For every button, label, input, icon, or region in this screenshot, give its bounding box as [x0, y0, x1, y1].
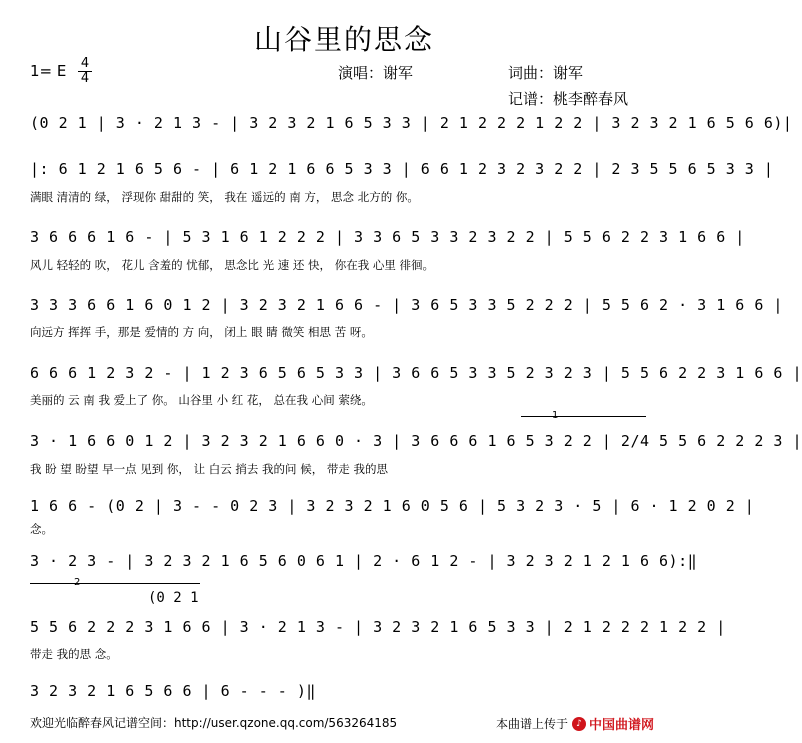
score-notes-line: 3 3 3 6 6 1 6 0 1 2 | 3 2 3 2 1 6 6 - | 3 6 5 3 3 5 2 2 2 | 5 5 6 2 · 3 1 6 6 | [30, 296, 783, 314]
key-signature: 1= E [30, 62, 67, 80]
score-notes-line: 3 · 1 6 6 0 1 2 | 3 2 3 2 1 6 6 0 · 3 | 3 6 6 6 1 6 5 3 2 2 | 2/4 5 5 6 2 2 2 3 | [30, 432, 802, 450]
score-notes-line: 3 2 3 2 1 6 5 6 6 | 6 - - - )‖ [30, 682, 316, 700]
volta-2-bracket [30, 583, 200, 584]
score-notes-line: |: 6 1 2 1 6 5 6 - | 6 1 2 1 6 6 5 3 3 | 6 6 1 2 3 2 3 2 2 | 2 3 5 5 6 5 3 3 | [30, 160, 774, 178]
time-signature-top: 4 [78, 58, 92, 72]
score-notes-line: (0 2 1 | 3 · 2 1 3 - | 3 2 3 2 1 6 5 3 3 | 2 1 2 2 2 1 2 2 | 3 2 3 2 1 6 5 6 6)| [30, 114, 793, 132]
volta-1-number: 1 [552, 410, 559, 421]
transcriber-credit: 记谱：桃李醉春风 [508, 90, 629, 108]
score-notes-line: 3 6 6 6 1 6 - | 5 3 1 6 1 2 2 2 | 3 3 6 5 3 3 2 3 2 2 | 5 5 6 2 2 3 1 6 6 | [30, 228, 745, 246]
volta-2-number: 2 [74, 577, 81, 588]
score-lyrics-line: 念。 [30, 522, 53, 536]
site-logo-text: 中国曲谱网 [589, 718, 655, 733]
score-notes-line: 3 · 2 3 - | 3 2 3 2 1 6 5 6 0 6 1 | 2 · 6 1 2 - | 3 2 3 2 1 2 1 6 6):‖ [30, 552, 698, 570]
score-lyrics-line: 带走 我的思 念。 [30, 647, 118, 661]
score-lyrics-line: 我 盼 望 盼望 早一点 见到 你， 让 白云 捎去 我的问 候， 带走 我的思 [30, 462, 389, 476]
time-signature [78, 58, 92, 85]
volta-1-bracket [521, 416, 646, 417]
footer-upload-note [496, 714, 654, 733]
song-title: 山谷里的思念 [253, 23, 434, 56]
music-note-icon: ♪ [572, 717, 586, 731]
score-notes-line: 1 6 6 - (0 2 | 3 - - 0 2 3 | 3 2 3 2 1 6 0 5 6 | 5 3 2 3 · 5 | 6 · 1 2 0 2 | [30, 497, 755, 515]
pickup-notes: (0 2 1 [148, 590, 199, 606]
site-logo[interactable] [572, 714, 654, 733]
score-lyrics-line: 向远方 挥挥 手，那是 爱情的 方 向， 闭上 眼 睛 微笑 相思 苦 呀。 [30, 325, 373, 339]
singer-credit: 演唱：谢军 [338, 64, 414, 82]
score-lyrics-line: 满眼 清清的 绿， 浮现你 甜甜的 笑， 我在 遥远的 南 方， 思念 北方的 你。 [30, 190, 419, 204]
score-lyrics-line: 美丽的 云 南 我 爱上了 你。 山谷里 小 红 花， 总在我 心间 萦绕。 [30, 393, 373, 407]
time-signature-bottom: 4 [80, 71, 90, 86]
score-lyrics-line: 风儿 轻轻的 吹， 花儿 含羞的 忧郁， 思念比 光 速 还 快， 你在我 心里 徘徊。 [30, 258, 435, 272]
footer-upload-text: 本曲谱上传于 [496, 717, 569, 731]
score-notes-line: 5 5 6 2 2 2 3 1 6 6 | 3 · 2 1 3 - | 3 2 3 2 1 6 5 3 3 | 2 1 2 2 2 1 2 2 | [30, 618, 726, 636]
composer-credit: 词曲：谢军 [508, 64, 584, 82]
footer-website-note: 欢迎光临醉春风记谱空间：http://user.qzone.qq.com/563264185 [30, 716, 398, 730]
score-notes-line: 6 6 6 1 2 3 2 - | 1 2 3 6 5 6 5 3 3 | 3 6 6 5 3 3 5 2 3 2 3 | 5 5 6 2 2 3 1 6 6 | [30, 364, 802, 382]
